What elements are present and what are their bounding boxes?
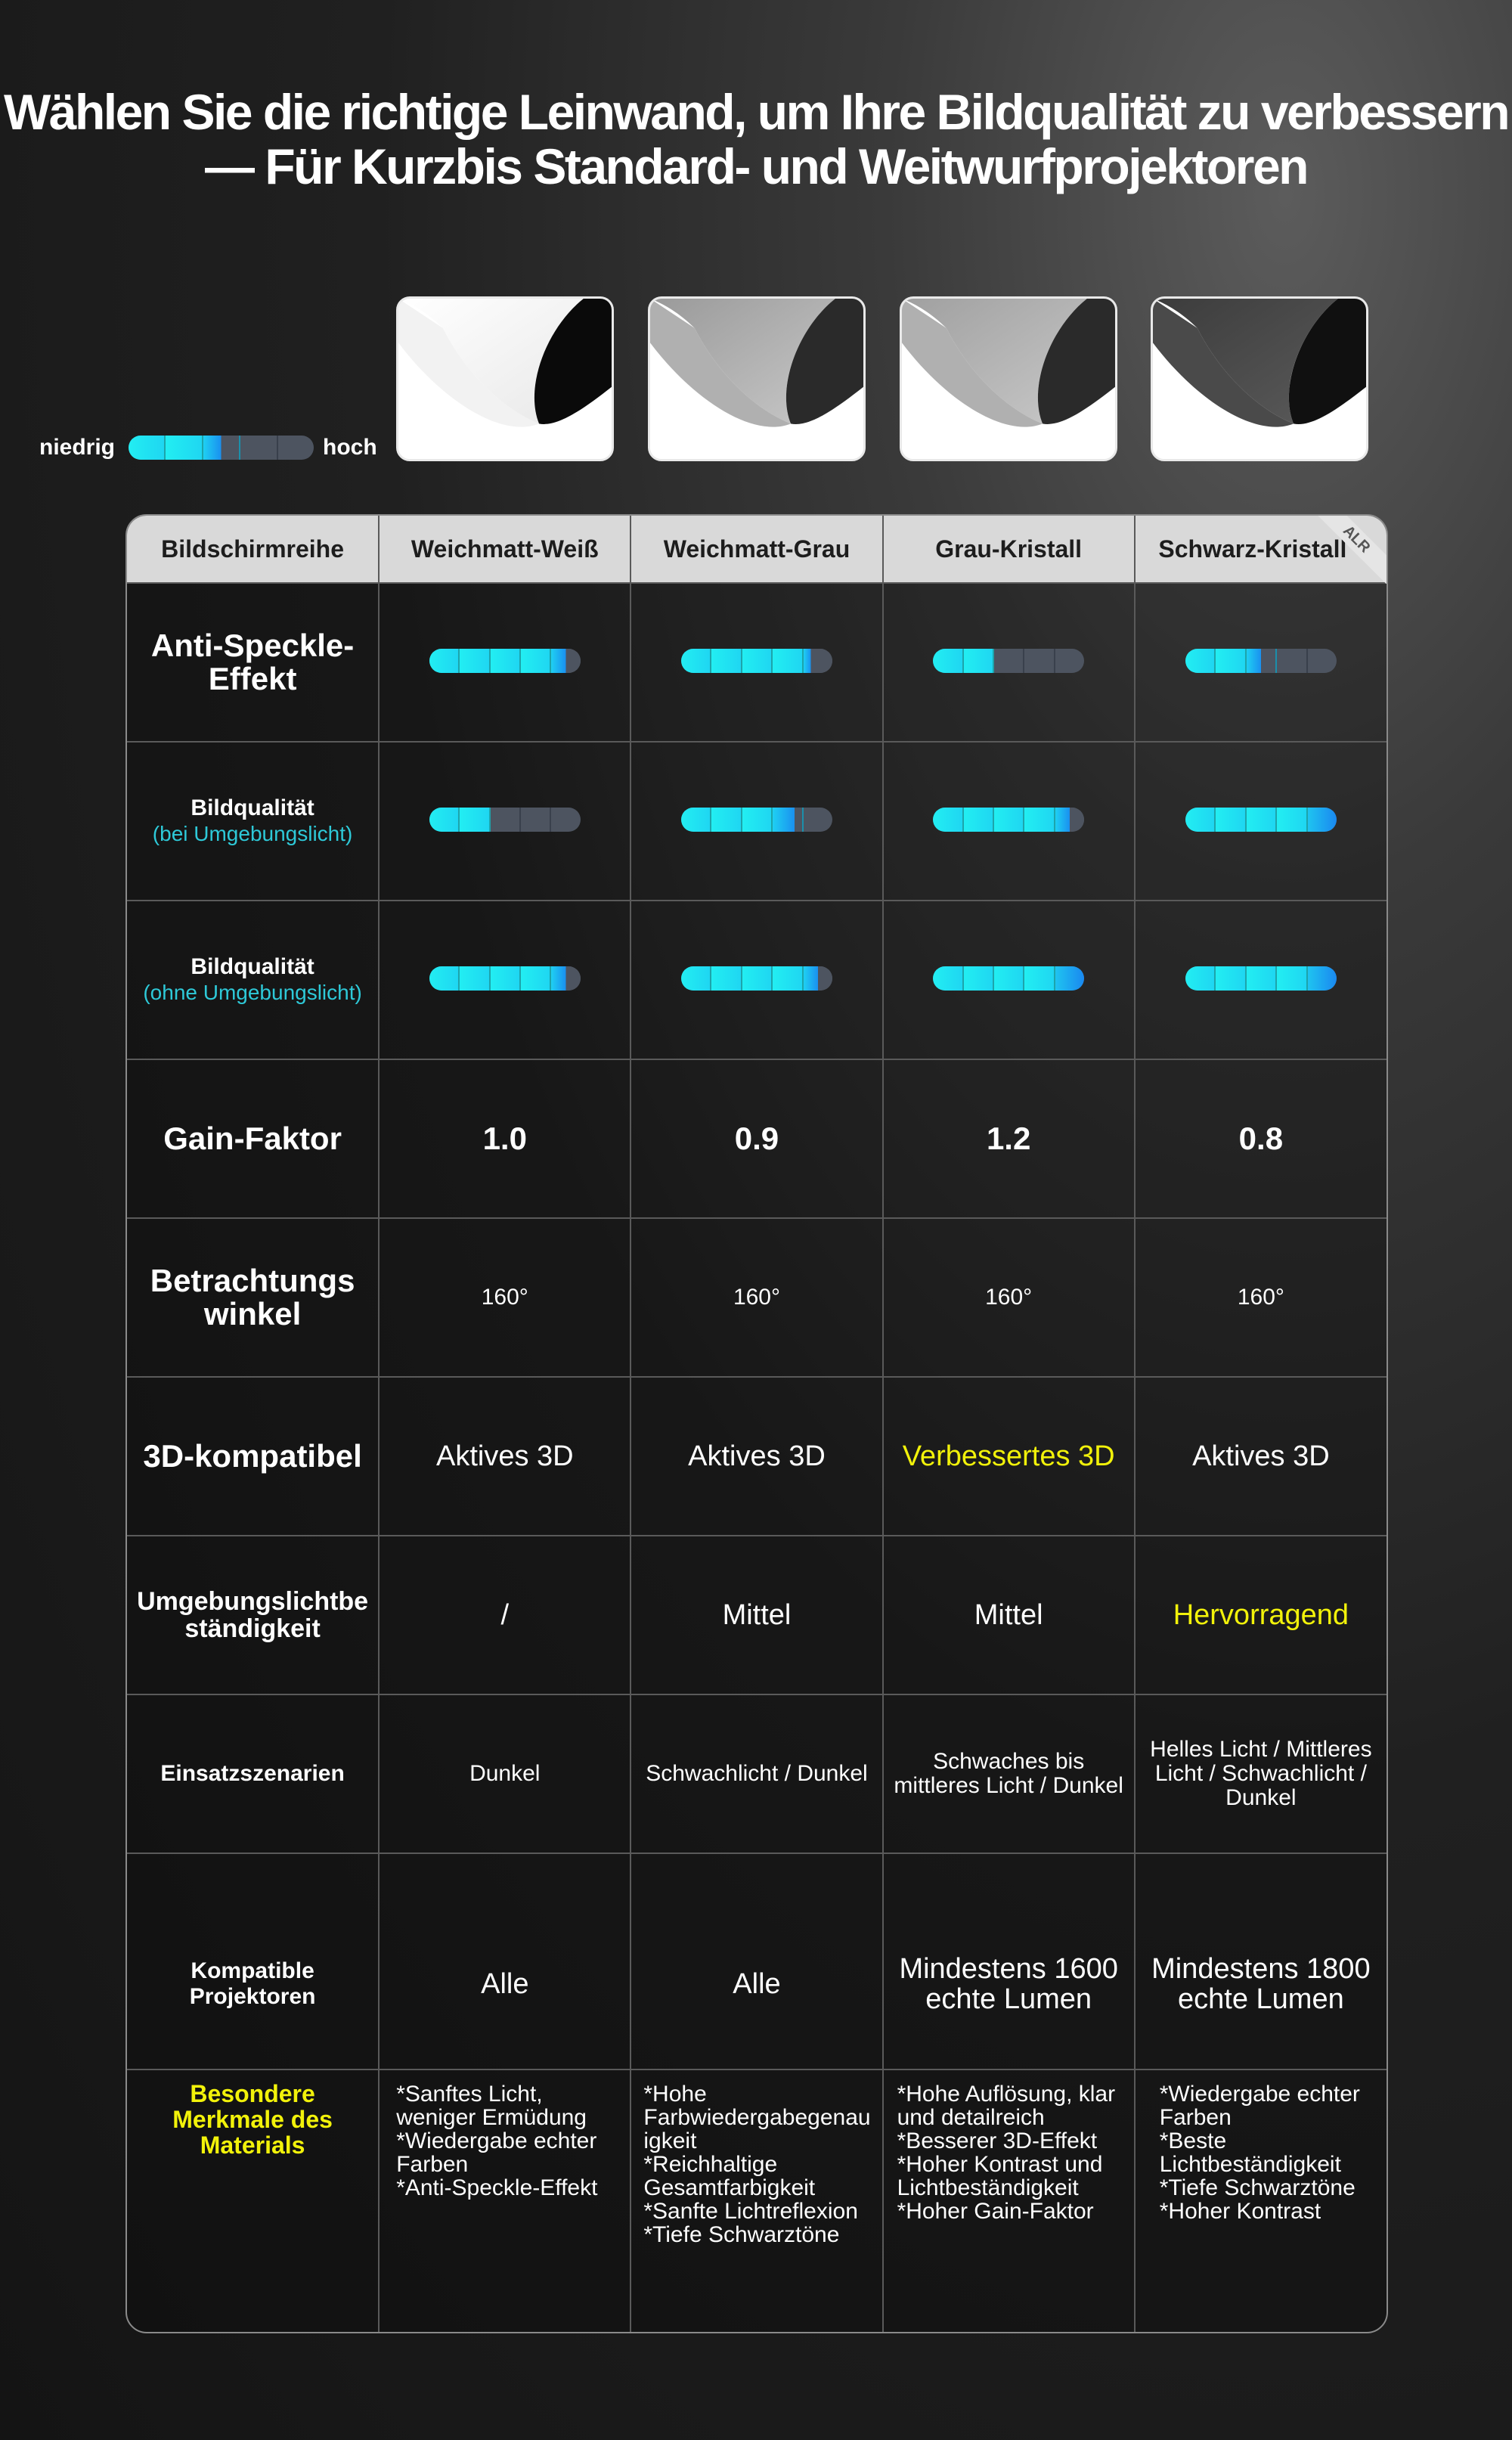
- features-text-4: *Wiedergabe echter Farben *Beste Lichtbeständigkeit *Tiefe Schwarztöne *Hoher Kontrast: [1159, 2082, 1360, 2224]
- rating-segment: [742, 808, 773, 832]
- screen-fabric-icon: [398, 299, 612, 459]
- alr-tag-label: ALR: [1318, 516, 1387, 584]
- rating-segment: [933, 649, 963, 673]
- rating-segment: [551, 649, 580, 673]
- cell-features-3: [883, 2070, 1135, 2332]
- row-label-projectors: Kompatible Projektoren: [127, 1853, 379, 2070]
- screen-fabric-icon: [1153, 299, 1366, 459]
- rating-segment: [964, 808, 994, 832]
- rating-segment: [742, 649, 773, 673]
- rating-segment: [994, 649, 1024, 673]
- screen-fabric-icon: [650, 299, 863, 459]
- legend-high-label: hoch: [323, 435, 377, 460]
- rating-segment: [491, 808, 521, 832]
- rating-segment: [994, 966, 1024, 991]
- swatch-grau-kristall: [900, 296, 1117, 461]
- rating-bar: [681, 649, 832, 673]
- cell-scenarios-2: Schwachlicht / Dunkel: [631, 1694, 882, 1853]
- rating-segment: [804, 808, 832, 832]
- cell-quality-dark-1: [379, 901, 631, 1059]
- rating-segment: [429, 808, 460, 832]
- row-features: [127, 2070, 1387, 2332]
- cell-ambient-resist-3: Mittel: [883, 1536, 1135, 1694]
- row-ambient-resist: [127, 1536, 1387, 1694]
- header-col-3: Grau-Kristall: [883, 516, 1135, 583]
- rating-bar: [681, 808, 832, 832]
- cell-quality-ambient-1: [379, 742, 631, 901]
- swatch-weichmatt-weiss: [396, 296, 614, 461]
- rating-segment: [1024, 966, 1055, 991]
- row-quality-ambient: [127, 742, 1387, 901]
- row-gain: [127, 1059, 1387, 1218]
- cell-projectors-4: Mindestens 1800 echte Lumen: [1135, 1853, 1387, 2070]
- features-text-1: *Sanftes Licht, weniger Ermüdung *Wiedergabe echter Farben *Anti-Speckle-Effekt: [396, 2082, 598, 2200]
- row-projectors: [127, 1853, 1387, 2070]
- cell-quality-ambient-4: [1135, 742, 1387, 901]
- legend-bar: [129, 436, 314, 460]
- cell-ambient-resist-4: Hervorragend: [1135, 1536, 1387, 1694]
- quality-dark-title: Bildqualität: [191, 954, 314, 979]
- rating-segment: [1247, 649, 1277, 673]
- features-text-3: *Hohe Auflösung, klar und detailreich *Besserer 3D-Effekt *Hoher Kontrast und Lichtbeständigkeit *Hoher Gain-Faktor: [897, 2082, 1116, 2224]
- cell-quality-dark-2: [631, 901, 882, 1059]
- cell-angle-4: 160°: [1135, 1218, 1387, 1377]
- rating-segment: [773, 649, 803, 673]
- swatch-schwarz-kristall: [1151, 296, 1368, 461]
- cell-3d-2: Aktives 3D: [631, 1377, 882, 1536]
- rating-segment: [460, 966, 490, 991]
- rating-segment: [1277, 966, 1307, 991]
- row-label-quality-ambient: [127, 742, 379, 901]
- rating-bar: [429, 966, 581, 991]
- quality-dark-sub: (ohne Umgebungslicht): [143, 981, 362, 1004]
- comparison-table: [125, 514, 1388, 2333]
- rating-bar: [1185, 966, 1337, 991]
- rating-legend: [39, 433, 377, 463]
- rating-segment: [1055, 966, 1084, 991]
- rating-segment: [551, 966, 580, 991]
- rating-segment: [773, 808, 803, 832]
- header-row-label: Bildschirmreihe: [127, 516, 379, 583]
- rating-segment: [429, 966, 460, 991]
- rating-segment: [1216, 649, 1246, 673]
- cell-ambient-resist-1: /: [379, 1536, 631, 1694]
- rating-bar: [1185, 808, 1337, 832]
- cell-quality-dark-4: [1135, 901, 1387, 1059]
- screen-fabric-icon: [902, 299, 1115, 459]
- cell-3d-4: Aktives 3D: [1135, 1377, 1387, 1536]
- rating-segment: [681, 966, 711, 991]
- rating-segment: [1308, 649, 1337, 673]
- cell-scenarios-1: Dunkel: [379, 1694, 631, 1853]
- row-label-ambient-resist: Umgebungslichtbe ständigkeit: [127, 1536, 379, 1694]
- rating-segment: [1277, 808, 1307, 832]
- cell-anti-speckle-1: [379, 583, 631, 742]
- rating-segment: [681, 649, 711, 673]
- row-label-anti-speckle: Anti-Speckle-Effekt: [127, 583, 379, 742]
- rating-segment: [773, 966, 803, 991]
- rating-segment: [521, 808, 551, 832]
- row-3d: [127, 1377, 1387, 1536]
- cell-angle-1: 160°: [379, 1218, 631, 1377]
- rating-segment: [1185, 649, 1216, 673]
- cell-features-4: [1135, 2070, 1387, 2332]
- rating-segment: [1308, 808, 1337, 832]
- cell-projectors-3: Mindestens 1600 echte Lumen: [883, 1853, 1135, 2070]
- cell-scenarios-3: Schwaches bis mittleres Licht / Dunkel: [883, 1694, 1135, 1853]
- row-scenarios: [127, 1694, 1387, 1853]
- row-label-scenarios: Einsatzszenarien: [127, 1694, 379, 1853]
- rating-bar: [429, 808, 581, 832]
- row-quality-dark: [127, 901, 1387, 1059]
- header-row: [127, 516, 1387, 583]
- rating-bar: [429, 649, 581, 673]
- rating-bar: [933, 808, 1084, 832]
- cell-ambient-resist-2: Mittel: [631, 1536, 882, 1694]
- rating-segment: [1247, 808, 1277, 832]
- rating-segment: [460, 808, 490, 832]
- rating-bar: [933, 966, 1084, 991]
- rating-segment: [681, 808, 711, 832]
- rating-segment: [964, 966, 994, 991]
- rating-segment: [521, 649, 551, 673]
- rating-segment: [711, 808, 742, 832]
- legend-low-label: niedrig: [39, 435, 116, 460]
- rating-segment: [1024, 649, 1055, 673]
- rating-segment: [1308, 966, 1337, 991]
- cell-anti-speckle-4: [1135, 583, 1387, 742]
- rating-segment: [1185, 966, 1216, 991]
- page-title: [0, 85, 1512, 194]
- row-label-3d: 3D-kompatibel: [127, 1377, 379, 1536]
- rating-segment: [933, 808, 963, 832]
- rating-segment: [429, 649, 460, 673]
- rating-segment: [804, 649, 832, 673]
- rating-segment: [1277, 649, 1307, 673]
- header-col-1: Weichmatt-Weiß: [379, 516, 631, 583]
- rating-segment: [491, 649, 521, 673]
- rating-bar: [681, 966, 832, 991]
- rating-segment: [166, 436, 203, 460]
- cell-features-1: [379, 2070, 631, 2332]
- cell-gain-1: 1.0: [379, 1059, 631, 1218]
- rating-bar: [1185, 649, 1337, 673]
- row-label-features: Besondere Merkmale des Materials: [127, 2070, 379, 2332]
- rating-segment: [1216, 808, 1246, 832]
- rating-segment: [129, 436, 166, 460]
- rating-segment: [521, 966, 551, 991]
- rating-segment: [994, 808, 1024, 832]
- rating-segment: [240, 436, 277, 460]
- header-col-2: Weichmatt-Grau: [631, 516, 882, 583]
- rating-segment: [551, 808, 580, 832]
- rating-segment: [964, 649, 994, 673]
- row-anti-speckle: [127, 583, 1387, 742]
- rating-segment: [491, 966, 521, 991]
- row-label-gain: Gain-Faktor: [127, 1059, 379, 1218]
- rating-segment: [711, 649, 742, 673]
- row-label-quality-dark: [127, 901, 379, 1059]
- title-line-2: — Für Kurzbis Standard- und Weitwurfprojektoren: [205, 138, 1307, 194]
- rating-segment: [742, 966, 773, 991]
- cell-projectors-1: Alle: [379, 1853, 631, 2070]
- cell-angle-2: 160°: [631, 1218, 882, 1377]
- cell-3d-1: Aktives 3D: [379, 1377, 631, 1536]
- cell-quality-dark-3: [883, 901, 1135, 1059]
- rating-segment: [1055, 808, 1084, 832]
- cell-gain-2: 0.9: [631, 1059, 882, 1218]
- cell-features-2: [631, 2070, 882, 2332]
- cell-quality-ambient-3: [883, 742, 1135, 901]
- cell-scenarios-4: Helles Licht / Mittleres Licht / Schwachlicht / Dunkel: [1135, 1694, 1387, 1853]
- rating-segment: [460, 649, 490, 673]
- rating-bar: [933, 649, 1084, 673]
- header-col-4: Schwarz-Kristall: [1135, 516, 1387, 583]
- rating-segment: [711, 966, 742, 991]
- cell-gain-4: 0.8: [1135, 1059, 1387, 1218]
- rating-segment: [203, 436, 240, 460]
- cell-anti-speckle-2: [631, 583, 882, 742]
- cell-angle-3: 160°: [883, 1218, 1135, 1377]
- rating-segment: [1024, 808, 1055, 832]
- rating-segment: [1055, 649, 1084, 673]
- rating-segment: [933, 966, 963, 991]
- rating-segment: [1185, 808, 1216, 832]
- swatch-weichmatt-grau: [648, 296, 866, 461]
- cell-projectors-2: Alle: [631, 1853, 882, 2070]
- rating-segment: [278, 436, 314, 460]
- rating-segment: [1247, 966, 1277, 991]
- rating-segment: [1216, 966, 1246, 991]
- quality-ambient-sub: (bei Umgebungslicht): [152, 822, 353, 845]
- features-text-2: *Hohe Farbwiedergabegenau igkeit *Reichhaltige Gesamtfarbigkeit *Sanfte Lichtreflexion *Tiefe Schwarztöne: [643, 2082, 871, 2247]
- cell-quality-ambient-2: [631, 742, 882, 901]
- row-angle: [127, 1218, 1387, 1377]
- row-label-angle: Betrachtungs winkel: [127, 1218, 379, 1377]
- cell-3d-3: Verbessertes 3D: [883, 1377, 1135, 1536]
- title-line-1: Wählen Sie die richtige Leinwand, um Ihre Bildqualität zu verbessern: [3, 84, 1509, 140]
- cell-gain-3: 1.2: [883, 1059, 1135, 1218]
- cell-anti-speckle-3: [883, 583, 1135, 742]
- rating-segment: [804, 966, 832, 991]
- quality-ambient-title: Bildqualität: [191, 795, 314, 820]
